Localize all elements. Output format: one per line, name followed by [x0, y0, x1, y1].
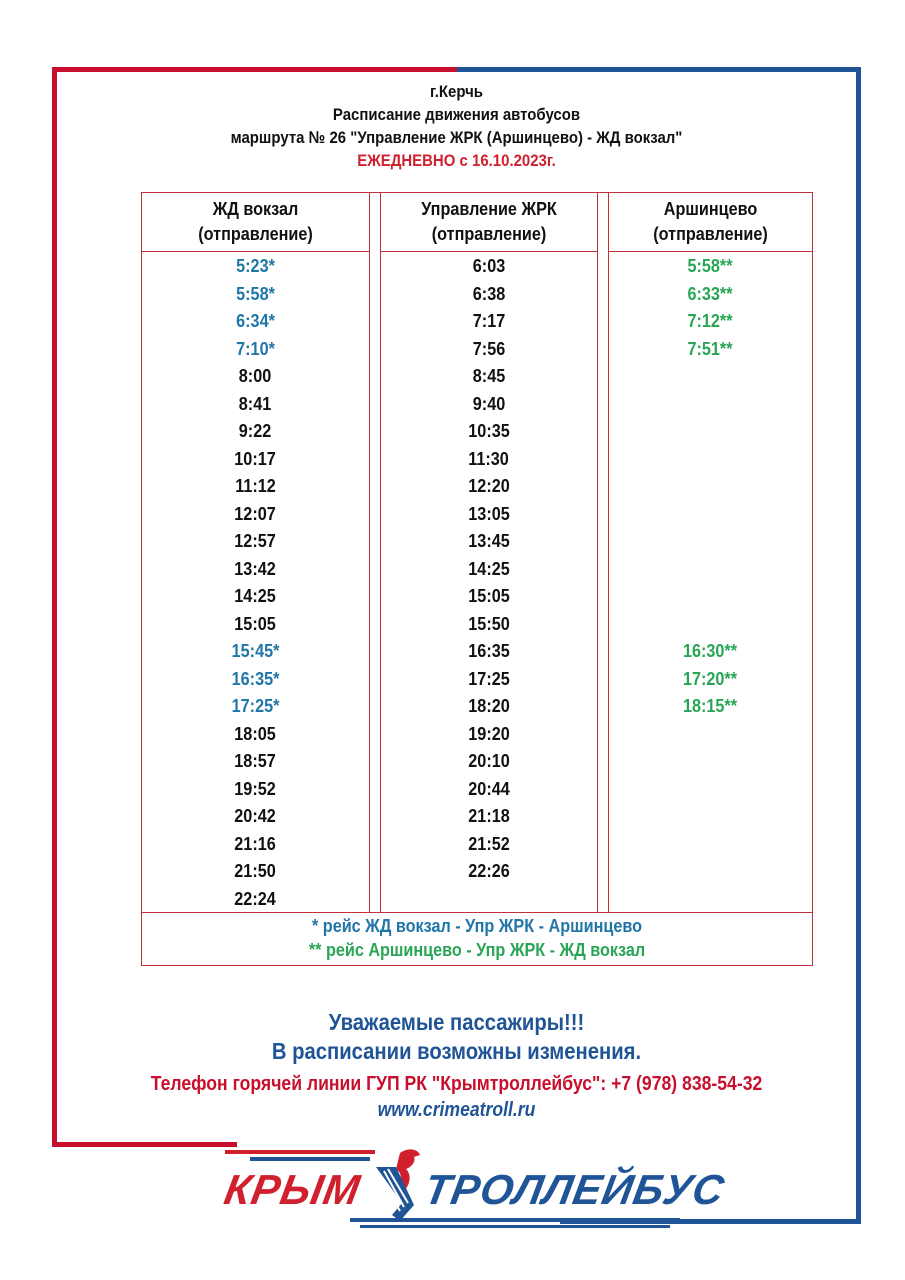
departure-time-text: 21:18 [468, 806, 510, 826]
frame-border-blue-top [457, 67, 861, 72]
departure-time [142, 583, 369, 611]
departure-time [142, 803, 369, 831]
departure-time [142, 638, 369, 666]
departure-time-text: 21:16 [234, 833, 277, 854]
departure-time [381, 858, 597, 886]
departure-time-text: 8:00 [239, 366, 272, 386]
departure-time [142, 281, 369, 309]
departure-time [381, 583, 597, 611]
city-name: г.Керчь [430, 82, 483, 101]
logo-text-trolleybus: ТРОЛЛЕЙБУС [420, 1166, 729, 1213]
column-upravlenie-zhrk [380, 193, 598, 912]
departure-time-text: 12:57 [234, 531, 277, 551]
departure-time [609, 336, 812, 364]
column-header [381, 193, 597, 252]
frame-border-red-top [52, 67, 457, 72]
departure-time [609, 308, 812, 336]
departure-time [142, 528, 369, 556]
departure-time [381, 776, 597, 804]
column-header [609, 193, 812, 252]
departure-time [609, 473, 812, 501]
departure-time-text: 15:05 [234, 613, 277, 634]
departure-time-text: 5:58** [687, 256, 734, 276]
column-header-sub: (отправление) [431, 224, 547, 244]
departure-time-text: 7:51** [687, 338, 734, 359]
departure-time [609, 611, 812, 639]
departure-time [142, 418, 369, 446]
departure-time-text: 10:17 [234, 448, 277, 469]
departure-time [381, 391, 597, 419]
times-list [609, 252, 812, 721]
departure-time [609, 528, 812, 556]
departure-time [381, 611, 597, 639]
departure-time-text: 7:56 [472, 338, 506, 359]
departure-time [142, 693, 369, 721]
notice-greeting: Уважаемые пассажиры!!! [328, 1009, 585, 1035]
departure-time [142, 611, 369, 639]
departure-time [381, 281, 597, 309]
departure-time [142, 391, 369, 419]
frame-border-red-bottom [52, 1142, 237, 1147]
departure-time [142, 831, 369, 859]
departure-time-text: 9:40 [472, 393, 506, 414]
departure-time-text: 10:35 [468, 421, 510, 441]
departure-time [609, 446, 812, 474]
departure-time [381, 501, 597, 529]
passenger-notice [57, 1008, 856, 1122]
departure-time-text: 6:38 [472, 283, 506, 304]
departure-time [142, 336, 369, 364]
departure-time [381, 693, 597, 721]
schedule-header [57, 80, 856, 172]
departure-time-text: 17:20** [683, 668, 738, 689]
website-link[interactable]: www.crimeatroll.ru [377, 1099, 536, 1121]
column-header-sub: (отправление) [653, 224, 768, 244]
departure-time [381, 831, 597, 859]
logo-underline-1 [350, 1218, 680, 1222]
notice-warning: В расписании возможны изменения. [271, 1038, 642, 1064]
column-zd-vokzal [142, 193, 370, 912]
column-arshintsevo [608, 193, 812, 912]
departure-time [142, 556, 369, 584]
departure-time-text: 18:57 [234, 751, 277, 771]
departure-time [381, 418, 597, 446]
departure-time-text: 6:03 [472, 256, 506, 276]
departure-time [609, 363, 812, 391]
departure-time [142, 308, 369, 336]
departure-time-text: 18:20 [468, 696, 510, 716]
departure-time [609, 501, 812, 529]
departure-time [142, 473, 369, 501]
departure-time-text: 20:10 [468, 751, 510, 771]
departure-time-text: 17:25 [468, 668, 510, 689]
departure-time [609, 693, 812, 721]
document-title: Расписание движения автобусов [332, 105, 581, 124]
departure-time [609, 638, 812, 666]
departure-time [142, 776, 369, 804]
departure-time [609, 583, 812, 611]
logo-stripe-blue [250, 1157, 370, 1161]
logo-text-krym: КРЫМ [220, 1166, 365, 1213]
departure-time [609, 556, 812, 584]
departure-time-text: 9:22 [239, 421, 272, 441]
departure-time [609, 253, 812, 281]
schedule-table [141, 192, 813, 966]
departure-time-text: 21:50 [234, 861, 277, 881]
legend-single-star: * рейс ЖД вокзал - Упр ЖРК - Аршинцево [312, 916, 642, 936]
departure-time [381, 336, 597, 364]
departure-time-text: 21:52 [468, 833, 510, 854]
departure-time-text: 13:05 [468, 503, 510, 524]
departure-time [142, 253, 369, 281]
column-header-name: Управление ЖРК [421, 199, 557, 219]
validity-date: ЕЖЕДНЕВНО с 16.10.2023г. [357, 151, 556, 170]
departure-time-text: 13:42 [234, 558, 277, 579]
departure-time-text: 12:20 [468, 476, 510, 496]
departure-time-text: 16:35 [468, 641, 510, 661]
logo-underline-2 [360, 1225, 670, 1228]
departure-time [381, 748, 597, 776]
departure-time-text: 16:35* [231, 668, 280, 689]
departure-time [142, 748, 369, 776]
departure-time [381, 308, 597, 336]
departure-time [609, 281, 812, 309]
departure-time [609, 391, 812, 419]
departure-time [381, 253, 597, 281]
departure-time-text: 7:10* [236, 338, 275, 359]
departure-time [381, 638, 597, 666]
route-name: маршрута № 26 "Управление ЖРК (Аршинцево) - ЖД вокзал" [230, 128, 683, 147]
times-list [142, 252, 369, 913]
departure-time [381, 556, 597, 584]
departure-time-text: 6:33** [687, 283, 734, 304]
departure-time [142, 721, 369, 749]
departure-time-text: 8:45 [472, 366, 506, 386]
departure-time [142, 666, 369, 694]
departure-time-text: 19:52 [234, 778, 277, 799]
legend-double-star: ** рейс Аршинцево - Упр ЖРК - ЖД вокзал [308, 940, 646, 960]
departure-time [381, 446, 597, 474]
departure-time-text: 8:41 [239, 393, 272, 414]
column-header-name: ЖД вокзал [212, 199, 299, 219]
times-list [381, 252, 597, 886]
departure-time-text: 15:50 [468, 613, 510, 634]
departure-time-text: 17:25* [231, 696, 280, 716]
departure-time-text: 22:24 [234, 888, 277, 909]
krymtrolleybus-logo [220, 1140, 729, 1230]
departure-time [381, 666, 597, 694]
departure-time-text: 15:45* [231, 641, 280, 661]
column-header [142, 193, 369, 252]
hotline-phone: Телефон горячей линии ГУП РК "Крымтроллейбус": +7 (978) 838-54-32 [150, 1073, 763, 1095]
departure-time [381, 363, 597, 391]
departure-time-text: 20:42 [234, 806, 277, 826]
column-header-name: Аршинцево [663, 199, 758, 219]
departure-time-text: 5:23* [236, 256, 275, 276]
departure-time-text: 11:12 [235, 476, 276, 496]
departure-time-text: 7:17 [472, 311, 506, 331]
departure-time [381, 528, 597, 556]
departure-time [142, 886, 369, 914]
departure-time [142, 858, 369, 886]
column-header-sub: (отправление) [198, 224, 313, 244]
departure-time-text: 11:30 [468, 448, 510, 469]
departure-time-text: 15:05 [468, 586, 510, 606]
logo-stripe-red [225, 1150, 375, 1154]
departure-time-text: 14:25 [234, 586, 277, 606]
departure-time-text: 13:45 [468, 531, 510, 551]
frame-border-blue-right [856, 67, 861, 1224]
frame-border-red-left [52, 67, 57, 1147]
departure-time [381, 721, 597, 749]
departure-time-text: 19:20 [468, 723, 510, 744]
departure-time [381, 473, 597, 501]
departure-time-text: 20:44 [468, 778, 510, 799]
departure-time-text: 14:25 [468, 558, 510, 579]
departure-time [381, 803, 597, 831]
departure-time [142, 501, 369, 529]
departure-time [609, 418, 812, 446]
departure-time-text: 12:07 [234, 503, 277, 524]
departure-time-text: 6:34* [236, 311, 275, 331]
table-legend [142, 912, 812, 965]
departure-time [609, 666, 812, 694]
departure-time-text: 7:12** [687, 311, 734, 331]
departure-time-text: 5:58* [236, 283, 275, 304]
departure-time [142, 363, 369, 391]
departure-time-text: 16:30** [683, 641, 738, 661]
departure-time-text: 18:15** [683, 696, 738, 716]
departure-time [142, 446, 369, 474]
departure-time-text: 18:05 [234, 723, 277, 744]
departure-time-text: 22:26 [468, 861, 510, 881]
